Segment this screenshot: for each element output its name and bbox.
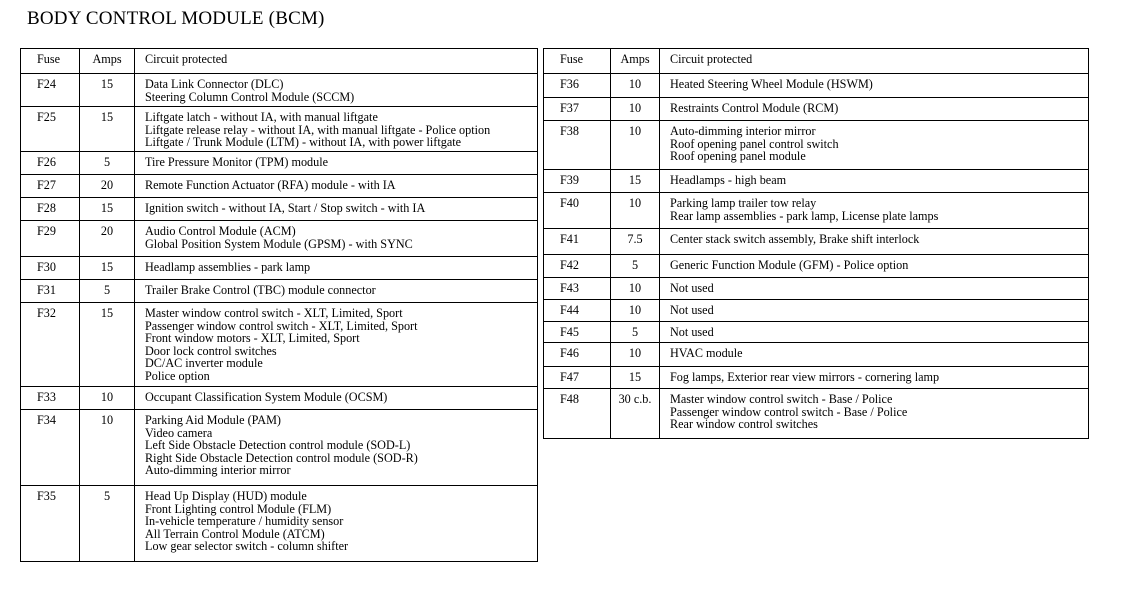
table-row (544, 278, 1089, 300)
circuit-line: Occupant Classification System Module (OCSM) (145, 390, 388, 404)
amps-value: 10 (611, 98, 660, 121)
circuit-line: Front Lighting control Module (FLM) (145, 501, 332, 516)
fuse-number: F42 (544, 255, 611, 278)
amps-value: 5 (80, 280, 135, 303)
table-row (544, 193, 1089, 229)
fuse-number: F40 (544, 193, 611, 229)
amps-value: 10 (80, 410, 135, 486)
table-row (21, 221, 538, 257)
fuse-header: Fuse (544, 49, 611, 74)
circuit-protected (135, 74, 538, 107)
fuse-number: F25 (21, 107, 80, 152)
circuit-protected (660, 193, 1089, 229)
table-row (544, 98, 1089, 121)
circuit-line: Tire Pressure Monitor (TPM) module (145, 155, 329, 169)
circuit-protected (135, 221, 538, 257)
page-title: BODY CONTROL MODULE (BCM) (27, 8, 325, 29)
table-row (544, 300, 1089, 322)
circuit-line: Liftgate release relay - without IA, with manual liftgate - Police option (145, 122, 491, 137)
circuit-protected (135, 387, 538, 410)
fuse-number: F38 (544, 121, 611, 170)
circuit-line: Head Up Display (HUD) module (145, 489, 307, 503)
circuit-line: Heated Steering Wheel Module (HSWM) (670, 77, 873, 91)
amps-value: 15 (80, 74, 135, 107)
circuit-line: Headlamps - high beam (670, 173, 787, 187)
fuse-table-left (20, 48, 538, 562)
circuit-line: Not used (670, 325, 714, 339)
fuse-number: F35 (21, 486, 80, 562)
circuit-line: Master window control switch - Base / Police (670, 392, 893, 406)
circuit-line: Global Position System Module (GPSM) - with SYNC (145, 236, 413, 251)
amps-value: 10 (611, 300, 660, 322)
circuit-line: Data Link Connector (DLC) (145, 77, 284, 91)
table-row (21, 74, 538, 107)
circuit-line: Restraints Control Module (RCM) (670, 101, 839, 115)
table-row (21, 410, 538, 486)
circuit-protected (660, 255, 1089, 278)
circuit-protected (135, 280, 538, 303)
table-row (21, 280, 538, 303)
circuit-line: Parking Aid Module (PAM) (145, 413, 281, 427)
fuse-number: F26 (21, 152, 80, 175)
amps-value: 15 (611, 170, 660, 193)
circuit-protected (135, 152, 538, 175)
table-row (544, 74, 1089, 98)
circuit-line: Left Side Obstacle Detection control module (SOD-L) (145, 438, 411, 453)
amps-value: 10 (611, 121, 660, 170)
fuse-number: F36 (544, 74, 611, 98)
table-row (544, 121, 1089, 170)
circuit-protected (135, 107, 538, 152)
circuit-protected (135, 198, 538, 221)
circuit-line: Passenger window control switch - XLT, Limited, Sport (145, 318, 418, 333)
fuse-number: F29 (21, 221, 80, 257)
circuit-line: Liftgate / Trunk Module (LTM) - without IA, with power liftgate (145, 135, 462, 150)
circuit-protected (135, 410, 538, 486)
circuit-protected (660, 229, 1089, 255)
table-header-row (21, 49, 538, 74)
circuit-line: Liftgate latch - without IA, with manual liftgate (145, 110, 378, 124)
amps-value: 15 (80, 303, 135, 387)
amps-value: 5 (80, 486, 135, 562)
circuit-line: Passenger window control switch - Base / Police (670, 404, 908, 419)
circuit-line: Door lock control switches (145, 343, 277, 358)
circuit-line: Master window control switch - XLT, Limited, Sport (145, 306, 403, 320)
fuse-table-right (543, 48, 1089, 439)
table-row (21, 152, 538, 175)
amps-value: 5 (80, 152, 135, 175)
table-row (544, 389, 1089, 439)
fuse-number: F32 (21, 303, 80, 387)
circuit-line: Not used (670, 281, 714, 295)
fuse-number: F48 (544, 389, 611, 439)
table-row (544, 367, 1089, 389)
amps-value: 10 (611, 278, 660, 300)
table-row (21, 175, 538, 198)
amps-value: 5 (611, 255, 660, 278)
table-row (544, 255, 1089, 278)
circuit-line: Parking lamp trailer tow relay (670, 196, 817, 210)
fuse-number: F46 (544, 343, 611, 367)
circuit-header: Circuit protected (660, 49, 1089, 74)
amps-value: 20 (80, 175, 135, 198)
circuit-line: Low gear selector switch - column shifter (145, 539, 349, 554)
table-row (21, 303, 538, 387)
amps-header: Amps (80, 49, 135, 74)
circuit-header: Circuit protected (135, 49, 538, 74)
circuit-protected (660, 367, 1089, 389)
circuit-protected (135, 257, 538, 280)
amps-value: 15 (611, 367, 660, 389)
circuit-line: In-vehicle temperature / humidity sensor (145, 514, 344, 529)
circuit-line: Rear lamp assemblies - park lamp, License plate lamps (670, 208, 939, 223)
fuse-header: Fuse (21, 49, 80, 74)
circuit-line: Ignition switch - without IA, Start / Stop switch - with IA (145, 201, 426, 215)
table-row (544, 170, 1089, 193)
table-row (544, 343, 1089, 367)
amps-value: 15 (80, 257, 135, 280)
table-header-row (544, 49, 1089, 74)
circuit-line: Front window motors - XLT, Limited, Sport (145, 331, 360, 346)
amps-value: 7.5 (611, 229, 660, 255)
amps-value: 10 (611, 74, 660, 98)
circuit-line: Remote Function Actuator (RFA) module - with IA (145, 178, 396, 192)
circuit-line: HVAC module (670, 346, 743, 360)
circuit-line: Steering Column Control Module (SCCM) (145, 89, 355, 104)
circuit-protected (660, 343, 1089, 367)
fuse-number: F39 (544, 170, 611, 193)
circuit-protected (135, 175, 538, 198)
circuit-protected (660, 322, 1089, 343)
circuit-protected (660, 300, 1089, 322)
amps-value: 15 (80, 107, 135, 152)
amps-value: 15 (80, 198, 135, 221)
fuse-number: F33 (21, 387, 80, 410)
circuit-line: Headlamp assemblies - park lamp (145, 260, 311, 274)
circuit-protected (660, 74, 1089, 98)
circuit-line: Right Side Obstacle Detection control module (SOD-R) (145, 450, 418, 465)
table-row (21, 387, 538, 410)
fuse-number: F24 (21, 74, 80, 107)
circuit-line: Generic Function Module (GFM) - Police option (670, 258, 909, 272)
amps-value: 30 c.b. (611, 389, 660, 439)
table-row (21, 107, 538, 152)
circuit-line: Roof opening panel module (670, 149, 806, 164)
circuit-line: Police option (145, 368, 210, 383)
fuse-number: F27 (21, 175, 80, 198)
table-row (21, 198, 538, 221)
fuse-number: F47 (544, 367, 611, 389)
fuse-number: F34 (21, 410, 80, 486)
fuse-number: F31 (21, 280, 80, 303)
circuit-protected (135, 486, 538, 562)
circuit-line: Rear window control switches (670, 417, 818, 432)
circuit-line: Fog lamps, Exterior rear view mirrors - cornering lamp (670, 370, 940, 384)
circuit-line: All Terrain Control Module (ATCM) (145, 526, 325, 541)
circuit-protected (660, 170, 1089, 193)
fuse-number: F41 (544, 229, 611, 255)
amps-value: 20 (80, 221, 135, 257)
fuse-number: F30 (21, 257, 80, 280)
circuit-line: Not used (670, 303, 714, 317)
fuse-number: F37 (544, 98, 611, 121)
circuit-line: Auto-dimming interior mirror (670, 124, 816, 138)
fuse-number: F45 (544, 322, 611, 343)
circuit-line: Roof opening panel control switch (670, 136, 839, 151)
circuit-protected (660, 389, 1089, 439)
circuit-line: Video camera (145, 425, 213, 440)
table-row (544, 322, 1089, 343)
table-row (544, 229, 1089, 255)
circuit-line: DC/AC inverter module (145, 356, 263, 371)
circuit-line: Center stack switch assembly, Brake shift interlock (670, 232, 920, 246)
amps-header: Amps (611, 49, 660, 74)
circuit-protected (660, 278, 1089, 300)
fuse-number: F44 (544, 300, 611, 322)
fuse-number: F43 (544, 278, 611, 300)
amps-value: 10 (611, 343, 660, 367)
circuit-protected (660, 121, 1089, 170)
amps-value: 10 (611, 193, 660, 229)
amps-value: 10 (80, 387, 135, 410)
circuit-protected (135, 303, 538, 387)
circuit-line: Trailer Brake Control (TBC) module connector (145, 283, 376, 297)
fuse-number: F28 (21, 198, 80, 221)
circuit-line: Audio Control Module (ACM) (145, 224, 296, 238)
circuit-protected (660, 98, 1089, 121)
amps-value: 5 (611, 322, 660, 343)
table-row (21, 257, 538, 280)
circuit-line: Auto-dimming interior mirror (145, 463, 291, 478)
table-row (21, 486, 538, 562)
